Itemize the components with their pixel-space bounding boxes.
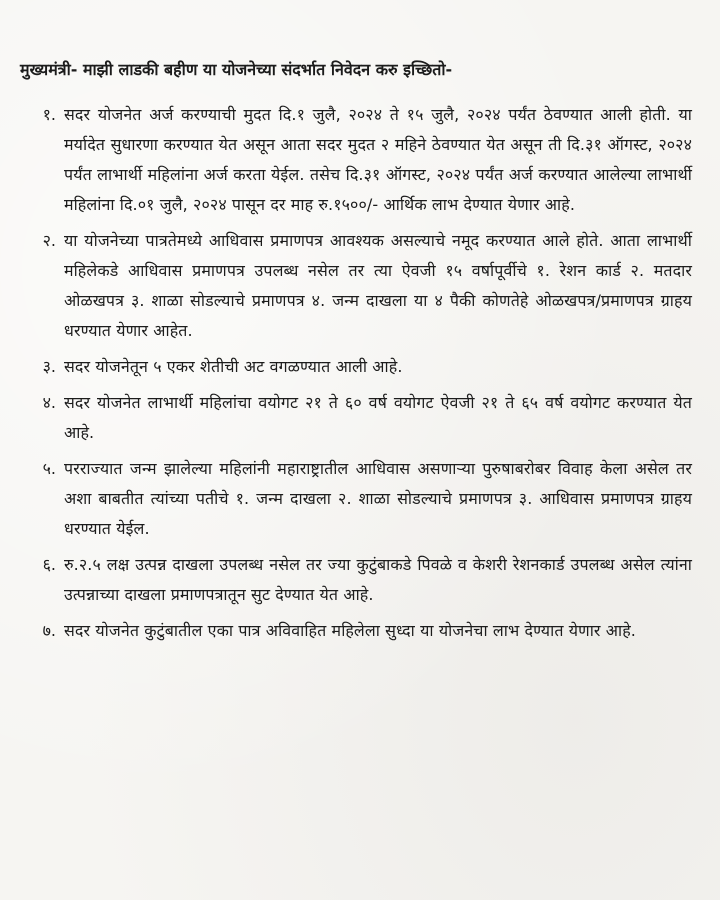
- item-text: सदर योजनेत कुटुंबातील एका पात्र अविवाहित महिलेला सुध्दा या योजनेचा लाभ देण्यात येणार आहे.: [64, 621, 636, 640]
- item-text: या योजनेच्या पात्रतेमध्ये आधिवास प्रमाणपत्र आवश्यक असल्याचे नमूद करण्यात आले होते. आता लाभार्थी महिलेकडे आधिवास प्रमाणपत्र उपलब्ध नसेल तर त्या ऐवजी १५ वर्षापूर्वीचे १. रेशन कार्ड २. मतदार ओळखपत्र ३. शाळा सोडल्याचे प्रमाणपत्र ४. जन्म दाखला या ४ पैकी कोणतेहे ओळखपत्र/प्रमाणपत्र ग्राहय धरण्यात येणार आहेत.: [64, 231, 692, 340]
- list-item: [20, 550, 692, 610]
- item-number: ३.: [42, 357, 56, 376]
- list-item: [20, 226, 692, 346]
- list-item: [20, 454, 692, 544]
- points-list: [20, 100, 692, 646]
- item-number: ७.: [42, 621, 56, 640]
- item-text: सदर योजनेतून ५ एकर शेतीची अट वगळण्यात आली आहे.: [64, 357, 403, 376]
- document-heading: मुख्यमंत्री- माझी लाडकी बहीण या योजनेच्या संदर्भात निवेदन करु इच्छितो-: [20, 60, 453, 79]
- item-number: ६.: [42, 555, 56, 574]
- item-text: परराज्यात जन्म झालेल्या महिलांनी महाराष्ट्रातील आधिवास असणाऱ्या पुरुषाबरोबर विवाह केला असेल तर अशा बाबतीत त्यांच्या पतीचे १. जन्म दाखला २. शाळा सोडल्याचे प्रमाणपत्र ३. आधिवास प्रमाणपत्र ग्राहय धरण्यात येईल.: [64, 459, 692, 538]
- item-text: सदर योजनेत अर्ज करण्याची मुदत दि.१ जुलै, २०२४ ते १५ जुलै, २०२४ पर्यंत ठेवण्यात आली होती. या मर्यादेत सुधारणा करण्यात येत असून आता सदर मुदत २ महिने ठेवण्यात येत असून ती दि.३१ ऑगस्ट, २०२४ पर्यंत लाभार्थी महिलांना अर्ज करता येईल. तसेच दि.३१ ऑगस्ट, २०२४ पर्यंत अर्ज करण्यात आलेल्या लाभार्थी महिलांना दि.०१ जुलै, २०२४ पासून दर माह रु.१५००/- आर्थिक लाभ देण्यात येणार आहे.: [64, 105, 692, 214]
- list-item: [20, 100, 692, 220]
- list-item: [20, 616, 692, 646]
- item-text: रु.२.५ लक्ष उत्पन्न दाखला उपलब्ध नसेल तर ज्या कुटुंबाकडे पिवळे व केशरी रेशनकार्ड उपलब्ध असेल त्यांना उत्पन्नाच्या दाखला प्रमाणपत्रातून सुट देण्यात येत आहे.: [64, 555, 692, 604]
- item-text: सदर योजनेत लाभार्थी महिलांचा वयोगट २१ ते ६० वर्ष वयोगट ऐवजी २१ ते ६५ वर्ष वयोगट करण्यात येत आहे.: [64, 393, 692, 442]
- item-number: ४.: [42, 393, 56, 412]
- list-item: [20, 388, 692, 448]
- item-number: २.: [42, 231, 56, 250]
- item-number: १.: [42, 105, 56, 124]
- list-item: [20, 352, 692, 382]
- item-number: ५.: [42, 459, 56, 478]
